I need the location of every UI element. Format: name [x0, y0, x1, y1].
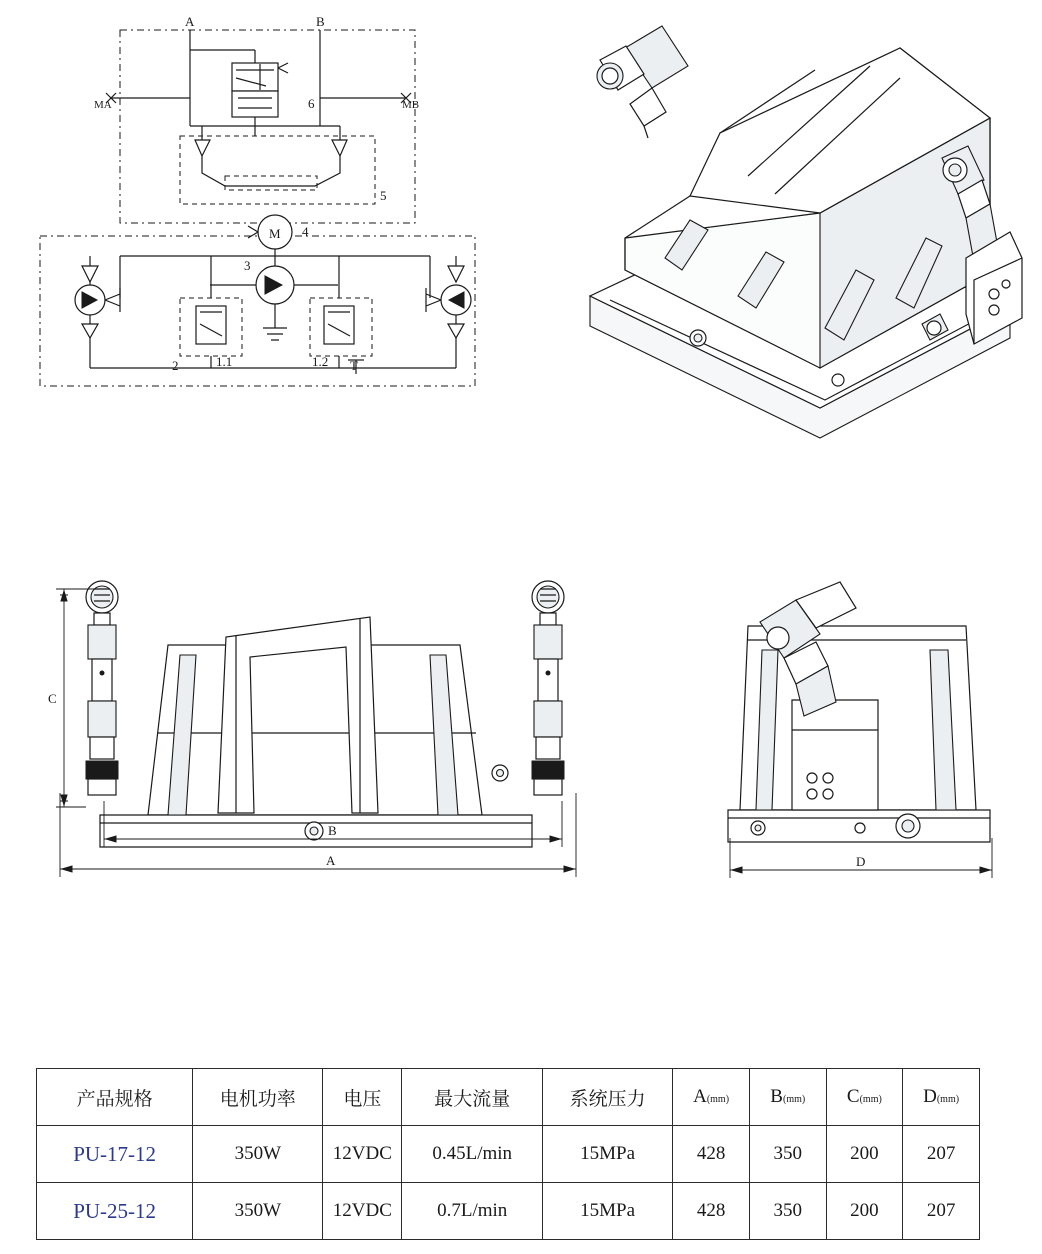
- dimension-C-label: C: [48, 691, 57, 706]
- dimension-D-label: D: [856, 854, 866, 869]
- header-max-flow: 最大流量: [402, 1069, 543, 1126]
- dimension-A-label: A: [326, 853, 336, 868]
- cell-system-pressure: 15MPa: [543, 1183, 673, 1240]
- cell-system-pressure: 15MPa: [543, 1126, 673, 1183]
- side-body: [728, 582, 990, 842]
- cell-voltage: 12VDC: [323, 1126, 402, 1183]
- header-dim-d-text: D: [923, 1086, 937, 1107]
- schematic-motor-symbol: M: [269, 226, 281, 241]
- table-row: [37, 1183, 980, 1240]
- hydraulic-schematic: [20, 8, 520, 418]
- side-view: [700, 580, 1020, 900]
- header-dim-d: [903, 1069, 980, 1126]
- isometric-view: [570, 8, 1030, 458]
- cell-dim-c: 200: [826, 1126, 903, 1183]
- dimension-B-label: B: [328, 823, 337, 838]
- front-right-gauge: [532, 581, 564, 795]
- header-dim-a-unit: (mm): [706, 1094, 730, 1105]
- front-body: [100, 617, 532, 847]
- cell-dim-a: 428: [673, 1183, 750, 1240]
- dimension-D: [730, 838, 992, 878]
- table-row: [37, 1126, 980, 1183]
- header-dim-c: [826, 1069, 903, 1126]
- iso-base-bolt: [690, 330, 706, 346]
- cell-dim-a: 428: [673, 1126, 750, 1183]
- cell-motor-power: 350W: [193, 1126, 323, 1183]
- cell-model: PU-25-12: [37, 1183, 193, 1240]
- cell-dim-b: 350: [749, 1126, 826, 1183]
- cell-dim-b: 350: [749, 1183, 826, 1240]
- header-dim-b-text: B: [770, 1086, 783, 1107]
- schematic-label-A: A: [185, 14, 195, 29]
- header-dim-c-text: C: [846, 1086, 860, 1107]
- schematic-valve-6: [190, 50, 288, 136]
- cell-max-flow: 0.45L/min: [402, 1126, 543, 1183]
- schematic-motor: [248, 215, 292, 249]
- schematic-item-3: 3: [244, 258, 251, 273]
- header-system-pressure: 系统压力: [543, 1069, 673, 1126]
- schematic-item-5: 5: [380, 188, 387, 203]
- table-header-row: [37, 1069, 980, 1126]
- header-dim-d-unit: (mm): [936, 1094, 960, 1105]
- cell-motor-power: 350W: [193, 1183, 323, 1240]
- schematic-item-1-1: 1.1: [216, 354, 233, 369]
- schematic-label-B: B: [316, 14, 325, 29]
- cell-dim-c: 200: [826, 1183, 903, 1240]
- schematic-item-2: 2: [172, 358, 179, 373]
- header-dim-b-unit: (mm): [782, 1094, 806, 1105]
- spec-table-wrapper: [36, 1068, 980, 1240]
- header-dim-a: [673, 1069, 750, 1126]
- cell-dim-d: 207: [903, 1183, 980, 1240]
- cell-model: PU-17-12: [37, 1126, 193, 1183]
- spec-table: [36, 1068, 980, 1240]
- schematic-valve-2-right: [339, 256, 471, 368]
- schematic-label-MB: MB: [402, 99, 420, 111]
- header-voltage: 电压: [323, 1069, 402, 1126]
- header-dim-c-unit: (mm): [859, 1094, 882, 1105]
- cell-voltage: 12VDC: [323, 1183, 402, 1240]
- iso-side-bolt: [832, 374, 844, 386]
- schematic-item-6: 6: [308, 96, 315, 111]
- schematic-item-1-2: 1.2: [312, 354, 329, 369]
- front-left-gauge: [86, 581, 118, 795]
- schematic-valve-2-left: [75, 256, 211, 368]
- header-motor-power: 电机功率: [193, 1069, 323, 1126]
- schematic-tank-label: T: [350, 358, 358, 373]
- header-dim-a-text: A: [693, 1086, 707, 1107]
- iso-left-valve: [597, 26, 688, 138]
- schematic-pump: [210, 249, 338, 340]
- header-product-spec: 产品规格: [37, 1069, 193, 1126]
- cell-max-flow: 0.7L/min: [402, 1183, 543, 1240]
- schematic-label-MA: MA: [94, 99, 112, 111]
- front-view: [40, 575, 630, 905]
- schematic-valve-1-1: [180, 256, 242, 368]
- header-dim-b: [749, 1069, 826, 1126]
- schematic-valve-1-2: [310, 256, 372, 368]
- cell-dim-d: 207: [903, 1126, 980, 1183]
- schematic-item-4: 4: [302, 224, 309, 239]
